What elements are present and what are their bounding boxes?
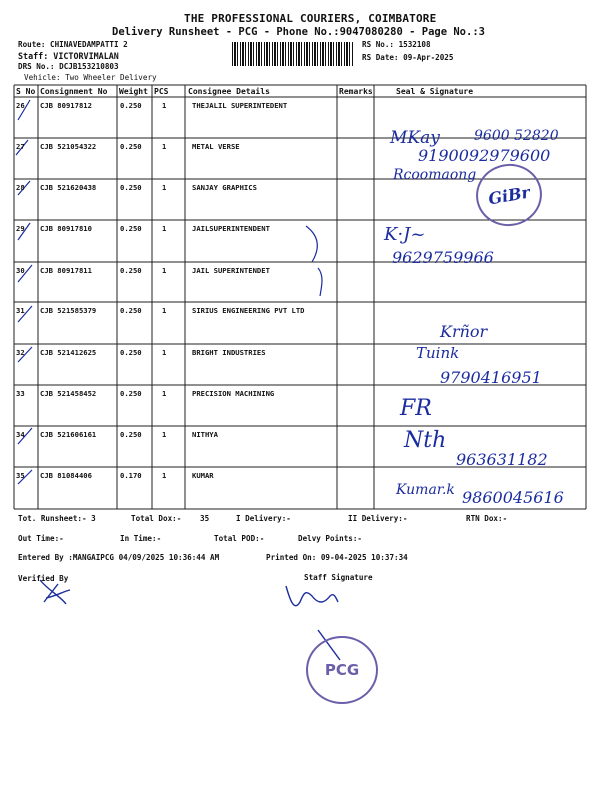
row-consignment: CJB 521620438 [40, 183, 97, 192]
out-time: Out Time:- [18, 534, 64, 543]
row-weight: 0.250 [120, 101, 142, 110]
row-consignment: CJB 80917810 [40, 224, 92, 233]
row-pcs: 1 [162, 389, 167, 398]
signature-row9-mark: Nth [404, 428, 447, 453]
staff-label: Staff: VICTORVIMALAN [18, 51, 119, 61]
row-sno: 34 [16, 430, 25, 439]
row-pcs: 1 [162, 306, 167, 315]
signature-row7-phone: 9790416951 [440, 368, 542, 387]
col-consignee: Consignee Details [188, 87, 270, 96]
row-pcs: 1 [162, 224, 167, 233]
row-sno: 32 [16, 348, 25, 357]
signature-row1-name: MKay [390, 128, 440, 148]
drs-label: DRS No.: DCJB153210803 [18, 62, 119, 71]
runsheet-subtitle: Delivery Runsheet - PCG - Phone No.:9047080280 - Page No.:3 [112, 26, 485, 38]
row-pcs: 1 [162, 183, 167, 192]
staff-signature-label: Staff Signature [304, 573, 373, 582]
row-pcs: 1 [162, 142, 167, 151]
row-consignee: SANJAY GRAPHICS [192, 183, 257, 192]
row-weight: 0.250 [120, 142, 142, 151]
rs-date-label: RS Date: 09-Apr-2025 [362, 53, 454, 62]
row-sno: 31 [16, 306, 25, 315]
tot-runsheet: Tot. Runsheet:- 3 [18, 514, 96, 523]
col-weight: Weight [119, 87, 148, 96]
in-time: In Time:- [120, 534, 162, 543]
i-delivery: I Delivery:- [236, 514, 291, 523]
signature-row1-phone: 9600 52820 [474, 128, 559, 144]
signature-row10-phone: 9860045616 [462, 488, 564, 507]
entered-by: Entered By :MANGAIPCG 04/09/2025 10:36:44 AM [18, 553, 220, 562]
row-weight: 0.250 [120, 306, 142, 315]
total-dox-value: 35 [200, 514, 210, 523]
row-consignment: CJB 521054322 [40, 142, 97, 151]
row-pcs: 1 [162, 101, 167, 110]
signature-row6-name: Krñor [440, 322, 488, 341]
row-weight: 0.250 [120, 430, 142, 439]
col-remarks: Remarks [339, 87, 373, 96]
row-sno: 29 [16, 224, 25, 233]
row-sno: 30 [16, 266, 25, 275]
row-consignment: CJB 81084406 [40, 471, 92, 480]
signature-row2-name: Rcoomaong [393, 167, 477, 183]
printed-on: Printed On: 09-04-2025 10:37:34 [266, 553, 408, 562]
row-consignee: NITHYA [192, 430, 218, 439]
total-pod: Total POD:- [214, 534, 265, 543]
row-consignment: CJB 80917811 [40, 266, 92, 275]
vehicle-label: Vehicle: Two Wheeler Delivery [24, 73, 157, 82]
col-seal: Seal & Signature [396, 87, 474, 96]
signature-row2-phone: 9190092979600 [418, 146, 551, 165]
signature-row4-phone: 9629759966 [392, 248, 494, 267]
total-dox-label: Total Dox:- [131, 514, 182, 523]
signature-row8-mark: FR [400, 396, 432, 421]
row-consignee: JAIL SUPERINTENDET [192, 266, 270, 275]
col-pcs: PCS [154, 87, 169, 96]
row-pcs: 1 [162, 430, 167, 439]
row-consignment: CJB 521606161 [40, 430, 97, 439]
verified-by: Verified By [18, 574, 69, 583]
col-consignment: Consignment No [40, 87, 108, 96]
row-consignee: SIRIUS ENGINEERING PVT LTD [192, 306, 305, 315]
row-consignment: CJB 521458452 [40, 389, 97, 398]
signature-row10-name: Kumar.k [396, 482, 455, 498]
row-sno: 28 [16, 183, 25, 192]
rtn-dox: RTN Dox:- [466, 514, 508, 523]
row-weight: 0.250 [120, 389, 142, 398]
row-consignee: THEJALIL SUPERINTEDENT [192, 101, 288, 110]
signature-row9-phone: 963631182 [456, 450, 548, 469]
row-consignment: CJB 80917812 [40, 101, 92, 110]
seal-row3-initials: GiBr [486, 182, 532, 208]
row-pcs: 1 [162, 348, 167, 357]
row-consignee: JAILSUPERINTENDENT [192, 224, 270, 233]
row-pcs: 1 [162, 266, 167, 275]
row-weight: 0.250 [120, 224, 142, 233]
row-consignee: METAL VERSE [192, 142, 240, 151]
row-sno: 35 [16, 471, 25, 480]
signature-row7-name: Tuink [416, 344, 460, 362]
delvy-points: Delvy Points:- [298, 534, 363, 543]
pcg-stamp-text: PCG [324, 661, 360, 679]
row-consignment: CJB 521585379 [40, 306, 97, 315]
pcg-stamp [306, 636, 378, 704]
row-consignment: CJB 521412625 [40, 348, 97, 357]
row-weight: 0.250 [120, 183, 142, 192]
row-sno: 27 [16, 142, 25, 151]
row-sno: 33 [16, 389, 25, 398]
row-weight: 0.250 [120, 348, 142, 357]
col-sno: S No [16, 87, 36, 96]
row-consignee: KUMAR [192, 471, 214, 480]
rs-no-label: RS No.: 1532108 [362, 40, 431, 49]
row-consignee: PRECISION MACHINING [192, 389, 275, 398]
signature-row4-mark: K·J~ [384, 224, 426, 245]
row-sno: 26 [16, 101, 25, 110]
row-consignee: BRIGHT INDUSTRIES [192, 348, 266, 357]
row-weight: 0.170 [120, 471, 142, 480]
company-title: THE PROFESSIONAL COURIERS, COIMBATORE [184, 12, 437, 25]
row-pcs: 1 [162, 471, 167, 480]
row-weight: 0.250 [120, 266, 142, 275]
ii-delivery: II Delivery:- [348, 514, 408, 523]
route-label: Route: CHINAVEDAMPATTI 2 [18, 40, 128, 49]
